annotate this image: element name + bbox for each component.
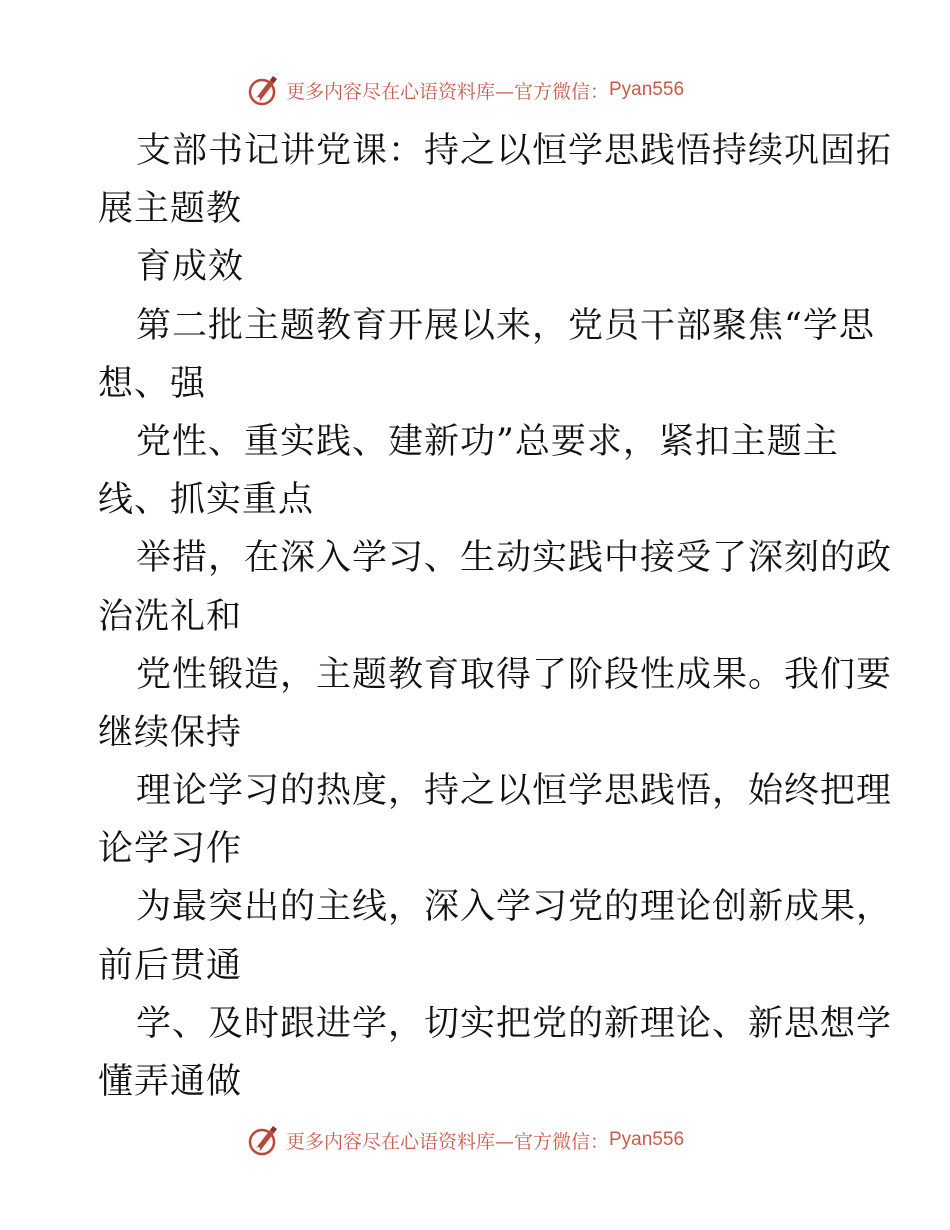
text-line: 育成效 [136,247,245,288]
header-watermark [0,70,950,110]
text-line: 为最突出的主线，深入学习党的理论创新成果， [136,887,893,928]
text-line: 想、强 [98,363,207,404]
text-line: 党性、重实践、建新功”总要求，紧扣主题主 [136,421,839,462]
text-line: 线、抓实重点 [98,480,315,521]
pen-logo-icon [246,1122,282,1158]
text-line: 举措，在深入学习、生动实践中接受了深刻的政 [136,538,893,579]
text-line: 懂弄通做 [98,1062,243,1102]
text-line: 第二批主题教育开展以来，党员干部聚焦“学思 [136,305,875,346]
text-line: 展主题教 [98,189,243,230]
text-line: 党性锻造，主题教育取得了阶段性成果。我们要 [136,654,893,695]
watermark-wechat-id: Pyan556 [609,79,685,100]
footer-watermark [0,1120,950,1160]
text-line: 治洗礼和 [98,596,243,637]
watermark-wechat-id: Pyan556 [609,1129,685,1150]
text-line: 理论学习的热度，持之以恒学思践悟，始终把理 [136,771,893,812]
text-line: 支部书记讲党课：持之以恒学思践悟持续巩固拓 [136,131,893,171]
text-line: 前后贯通 [98,945,243,986]
text-line: 论学习作 [98,829,243,870]
watermark-text: 更多内容尽在心语资料库—官方微信： [285,80,609,103]
watermark-text: 更多内容尽在心语资料库—官方微信： [285,1130,609,1153]
text-line: 继续保持 [98,712,243,753]
pen-logo-icon [246,72,282,108]
document-body [98,122,893,1111]
text-line: 学、及时跟进学，切实把党的新理论、新思想学 [136,1003,893,1044]
